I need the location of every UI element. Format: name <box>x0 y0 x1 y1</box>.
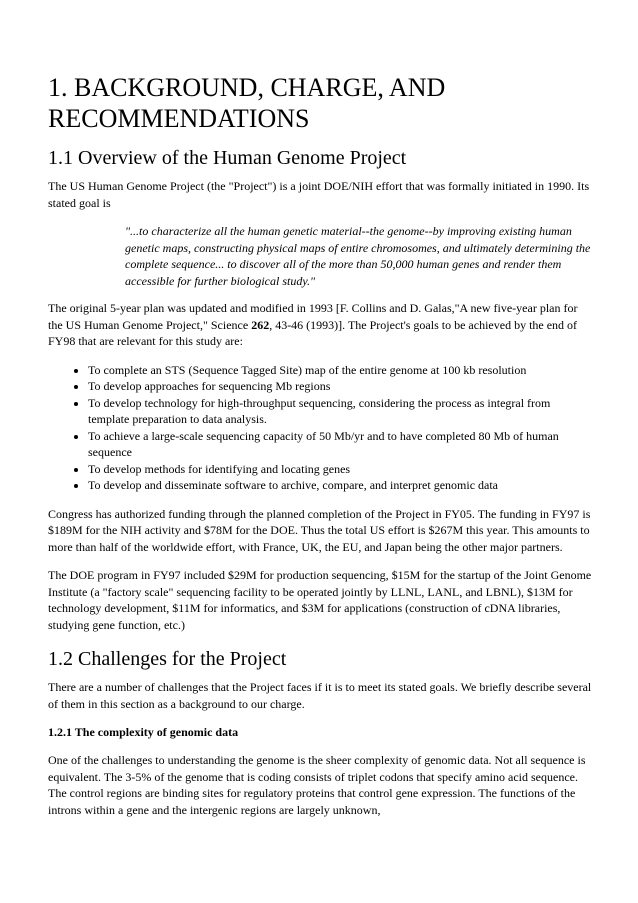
section-1-2-intro: There are a number of challenges that the Project faces if it is to meet its stated goals. We briefly describe several of them in this section as a background to our charge. <box>48 680 592 711</box>
plan-paragraph <box>48 300 594 350</box>
subsection-1-2-1-heading: 1.2.1 The complexity of genomic data <box>48 725 239 739</box>
goal-item: • To achieve a large-scale sequencing capacity of 50 Mb/yr and to have completed 80 Mb of human sequence <box>88 428 594 461</box>
plan-volume: 262 <box>251 317 270 332</box>
goal-item: • To develop methods for identifying and locating genes <box>88 461 594 478</box>
plan-text-start: The original 5-year plan was updated and modified in 1993 [F. Collins and D. Galas,"A new five-year plan for the US Human Genome Project," Science <box>48 301 578 332</box>
plan-text-end: , 43-46 (1993)]. The Project's goals to be achieved by the end of FY98 that are relevant for this study are: <box>48 317 578 348</box>
goal-item: • To develop technology for high-throughput sequencing, considering the process as integral from template preparation to data analysis. <box>88 395 594 428</box>
page-title: 1. BACKGROUND, CHARGE, AND RECOMMENDATIONS <box>48 73 446 133</box>
doe-program-paragraph: The DOE program in FY97 included $29M for production sequencing, $15M for the startup of the Joint Genome Institute (a "factory scale" sequencing facility to be operated jointly by LLNL, LANL, and LBNL), $13M for technology development, $11M for informatics, and $3M for applications (construction of cDNA libraries, studying gene function, etc.) <box>48 568 592 632</box>
funding-paragraph: Congress has authorized funding through the planned completion of the Project in FY05. The funding in FY97 is $189M for the NIH activity and $78M for the DOE. Thus the total US effort is $267M this year. This amounts to more than half of the worldwide effort, with France, UK, the EU, and Japan being the other major partners. <box>48 506 591 554</box>
section-1-2-heading: 1.2 Challenges for the Project <box>48 648 287 670</box>
section-1-1-intro: The US Human Genome Project (the "Project") is a joint DOE/NIH effort that was formally initiated in 1990. Its stated goal is <box>48 179 590 210</box>
goal-item: • To complete an STS (Sequence Tagged Site) map of the entire genome at 100 kb resolution <box>88 362 594 379</box>
goal-item: • To develop and disseminate software to archive, compare, and interpret genomic data <box>88 477 594 494</box>
subsection-1-2-1-text: One of the challenges to understanding the genome is the sheer complexity of genomic data. Not all sequence is equivalent. The 3-5% of the genome that is coding consists of triplet codons that specify amino acid sequence. The control regions are binding sites for regulatory proteins that control gene expression. The functions of the introns within a gene and the intergenic regions are largely unknown, <box>48 753 586 817</box>
goal-quote: "...to characterize all the human genetic material--the genome--by improving existing human genetic maps, constructing physical maps of entire chromosomes, and ultimately determining the complete sequence... to discover all of the more than 50,000 human genes and render them accessible for further biological study." <box>125 224 591 288</box>
goal-item: • To develop approaches for sequencing Mb regions <box>88 378 594 395</box>
goals-list <box>48 362 594 494</box>
section-1-1-heading: 1.1 Overview of the Human Genome Project <box>48 147 407 169</box>
